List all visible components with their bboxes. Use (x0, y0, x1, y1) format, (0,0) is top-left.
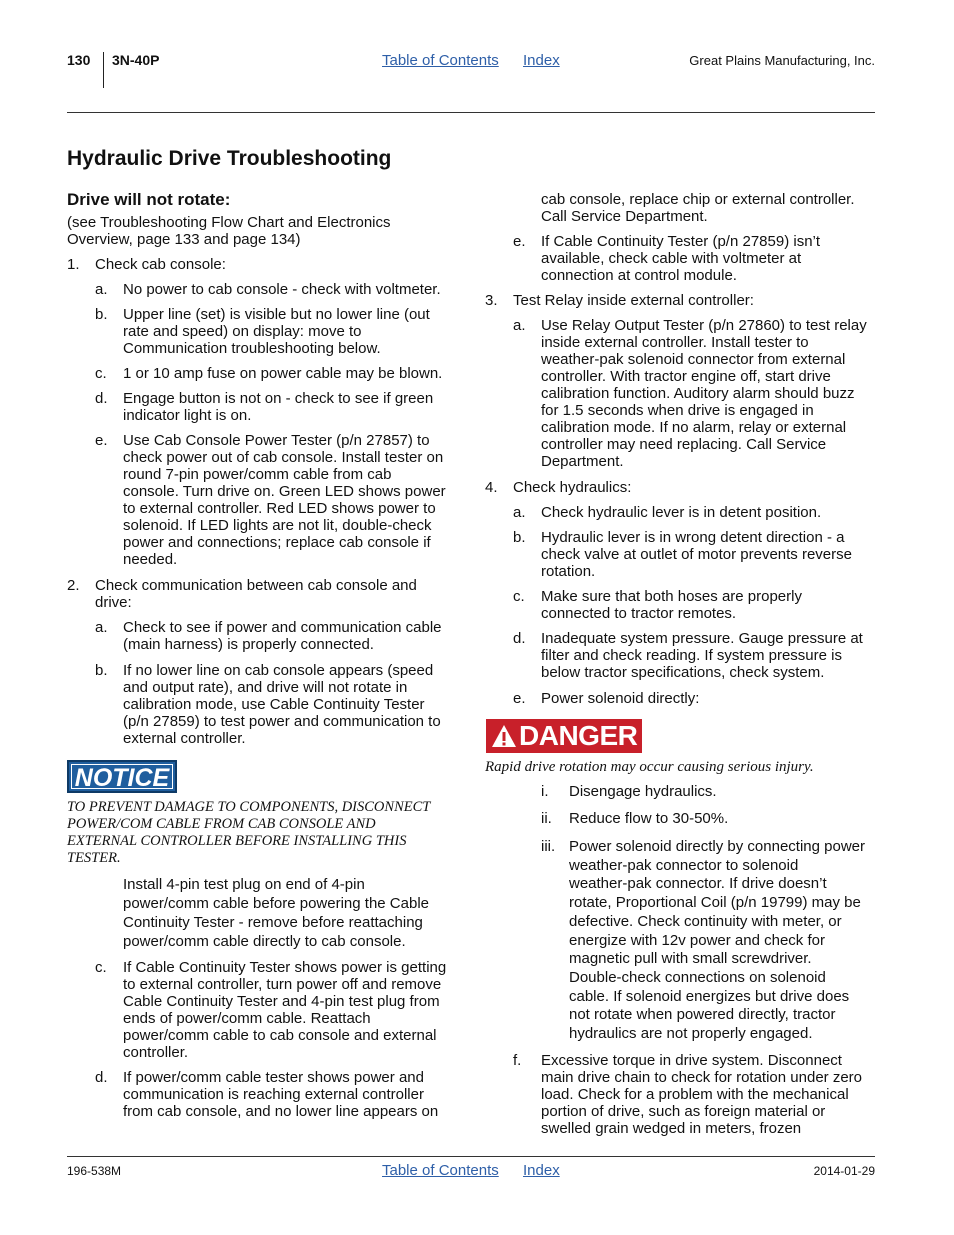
step-1c-text: 1 or 10 amp fuse on power cable may be blown. (123, 365, 443, 382)
step-3a-text: Use Relay Output Tester (p/n 27860) to test relay inside external controller. Install tester to weather-pak solenoid connector from external controller. With tractor engine off, start drive calibration function. Auditory alarm should buzz for 1.5 seconds when drive is engaged in calibration mode. If no alarm, relay or external controller may need replacing. Call Service Department. (541, 317, 867, 470)
step-4-text: Check hydraulics: (513, 479, 632, 496)
item-label: a. (95, 281, 108, 298)
item-label: d. (95, 1069, 108, 1086)
step-4e-i-text: Disengage hydraulics. (569, 783, 717, 800)
warning-triangle-icon (491, 724, 517, 748)
step-4d-text: Inadequate system pressure. Gauge pressure at filter and check reading. If system pressure is below tractor specifications, check system. (541, 630, 863, 681)
document-date: 2014-01-29 (813, 1164, 875, 1178)
intro-text: (see Troubleshooting Flow Chart and Electronics Overview, page 133 and page 134) (67, 214, 391, 248)
step-1b-text: Upper line (set) is visible but no lower line (out rate and speed) on display: move to Communication troubleshooting below. (123, 306, 430, 357)
step-4b-text: Hydraulic lever is in wrong detent direction - a check valve at outlet of motor prevents reverse rotation. (541, 529, 852, 580)
step-2c-text: If Cable Continuity Tester shows power is getting to external controller, turn power off and remove Cable Continuity Tester and 4-pin test plug from ends of power/comm cable. Reattach power/comm cable to cab console and external controller. (123, 959, 447, 1061)
step-2d-continued: cab console, replace chip or external controller. Call Service Department. (541, 191, 855, 225)
company-name: Great Plains Manufacturing, Inc. (689, 53, 875, 68)
item-label: b. (95, 306, 108, 323)
item-label: d. (95, 390, 108, 407)
index-link[interactable]: Index (523, 52, 560, 69)
item-label: d. (513, 630, 526, 647)
step-4e-iii-text: Power solenoid directly by connecting power weather-pak connector to solenoid weather-pak connector. If drive doesn’t rotate, Proportional Coil (p/n 19799) may be defective. Check continuity with meter, or energize with 12v power and check for magnetic pull with small screwdriver. Double-check connections on solenoid cable. If solenoid energizes but drive does not rotate when powered directly, tractor hydraulics are not properly engaged. (569, 838, 865, 1043)
header-rule (67, 112, 875, 113)
item-label: a. (513, 317, 526, 334)
step-2-text: Check communication between cab console and drive: (95, 577, 417, 611)
step-1d-text: Engage button is not on - check to see if green indicator light is on. (123, 390, 434, 424)
item-label: a. (95, 619, 108, 636)
item-label: c. (95, 959, 107, 976)
step-number: 3. (485, 292, 498, 309)
footer-index-link[interactable]: Index (523, 1162, 560, 1179)
item-label: iii. (541, 838, 556, 855)
danger-text: Rapid drive rotation may occur causing serious injury. (485, 759, 814, 775)
step-4e-ii-text: Reduce flow to 30-50%. (569, 810, 729, 827)
step-4c-text: Make sure that both hoses are properly connected to tractor remotes. (541, 588, 802, 622)
step-1a-text: No power to cab console - check with voltmeter. (123, 281, 441, 298)
step-2e-text: If Cable Continuity Tester (p/n 27859) isn’t available, check cable with voltmeter at connection at control module. (541, 233, 821, 284)
page-number: 130 (67, 52, 91, 68)
step-number: 4. (485, 479, 498, 496)
step-number: 1. (67, 256, 80, 273)
step-2d-text: If power/comm cable tester shows power and communication is reaching external controller from cab console, and no lower line appears on (123, 1069, 439, 1120)
danger-label: DANGER (519, 720, 638, 751)
step-2a-text: Check to see if power and communication cable (main harness) is properly connected. (123, 619, 442, 653)
item-label: e. (95, 432, 108, 449)
footer-toc-link[interactable]: Table of Contents (382, 1162, 499, 1179)
step-2b-continued: Install 4-pin test plug on end of 4-pin power/comm cable before powering the Cable Continuity Tester - remove before reattaching power/comm cable directly to cab console. (123, 876, 429, 950)
doc-number: 196-538M (67, 1164, 122, 1178)
header-divider (103, 52, 104, 88)
step-1-text: Check cab console: (95, 256, 226, 273)
item-label: b. (513, 529, 526, 546)
toc-link[interactable]: Table of Contents (382, 52, 499, 69)
item-label: e. (513, 233, 526, 250)
item-label: c. (95, 365, 107, 382)
item-label: b. (95, 662, 108, 679)
step-4e-text: Power solenoid directly: (541, 690, 700, 707)
model-name: 3N-40P (112, 52, 160, 68)
item-label: ii. (541, 810, 552, 827)
danger-badge (486, 719, 642, 753)
step-number: 2. (67, 577, 80, 594)
item-label: a. (513, 504, 526, 521)
item-label: c. (513, 588, 525, 605)
step-3-text: Test Relay inside external controller: (513, 292, 754, 309)
notice-badge (67, 760, 177, 793)
footer-rule (67, 1156, 875, 1157)
item-label: i. (541, 783, 549, 800)
item-label: f. (513, 1052, 522, 1069)
item-label: e. (513, 690, 526, 707)
step-2b-text: If no lower line on cab console appears (speed and output rate), and drive will not rotate in calibration mode, use Cable Continuity Tester (p/n 27859) to test power and communication to external controller. (123, 662, 441, 747)
notice-text: TO PREVENT DAMAGE TO COMPONENTS, DISCONNECT POWER/COM CABLE FROM CAB CONSOLE AND EXTERNAL CONTROLLER BEFORE INSTALLING THIS TESTER. (67, 799, 431, 866)
step-4a-text: Check hydraulic lever is in detent position. (541, 504, 822, 521)
notice-label: NOTICE (71, 764, 173, 789)
section-subtitle: Drive will not rotate: (67, 190, 231, 209)
step-1e-text: Use Cab Console Power Tester (p/n 27857) to check power out of cab console. Install tester on round 7-pin power/comm cable from cab console. Turn drive on. Green LED shows power to external controller. Red LED shows power to solenoid. If LED lights are not lit, double-check power and connections; replace cab console if needed. (123, 432, 446, 568)
page-title: Hydraulic Drive Troubleshooting (67, 147, 392, 170)
step-4f-text: Excessive torque in drive system. Disconnect main drive chain to check for rotation under zero load. Check for a problem with the mechanical portion of drive, such as foreign material or swelled grain wedged in meters, frozen (541, 1052, 862, 1137)
